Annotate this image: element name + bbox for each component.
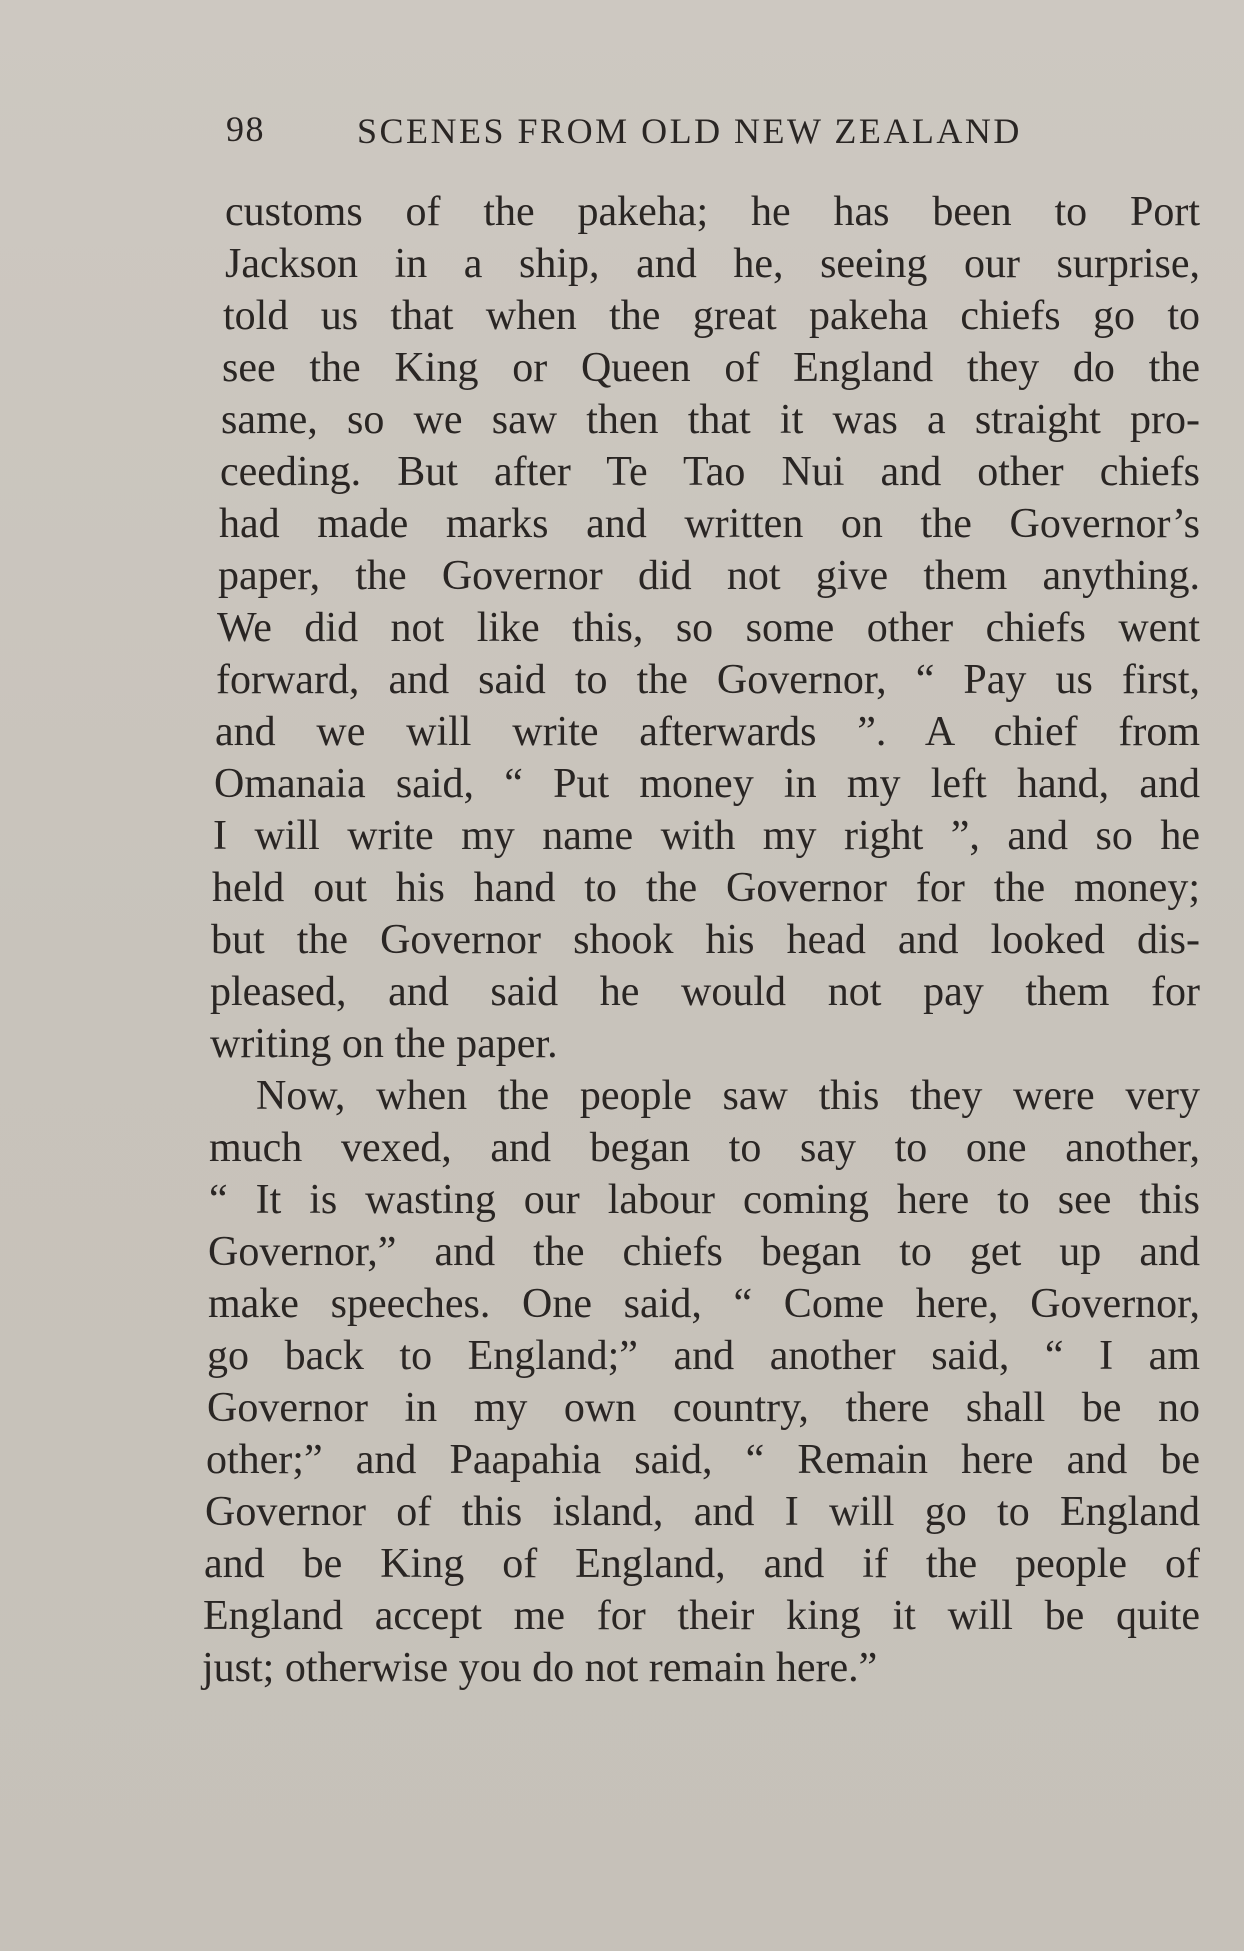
running-head: SCENES FROM OLD NEW ZEALAND	[357, 111, 1022, 151]
text-line: same, so we saw then that it was a straight pro-	[221, 397, 1200, 443]
text-line: I will write my name with my right ”, and so he	[213, 813, 1200, 859]
text-line: Governor,” and the chiefs began to get up and	[208, 1229, 1200, 1275]
text-line: England accept me for their king it will be quite	[203, 1593, 1200, 1639]
text-line: Now, when the people saw this they were very	[256, 1073, 1200, 1119]
text-line: other;” and Paapahia said, “ Remain here and be	[206, 1437, 1200, 1483]
text-line: Governor of this island, and I will go to England	[205, 1489, 1200, 1535]
text-line: paper, the Governor did not give them anything.	[218, 553, 1200, 599]
page-number: 98	[226, 109, 265, 149]
text-line: Governor in my own country, there shall be no	[207, 1385, 1200, 1431]
page-header	[222, 108, 1082, 156]
text-line: told us that when the great pakeha chiefs go to	[223, 293, 1200, 339]
text-line: ceeding. But after Te Tao Nui and other chiefs	[220, 449, 1200, 495]
text-line: “ It is wasting our labour coming here to see this	[209, 1177, 1200, 1223]
text-line: but the Governor shook his head and looked dis-	[211, 917, 1200, 963]
text-line: customs of the pakeha; he has been to Port	[225, 189, 1200, 235]
text-line: writing on the paper.	[210, 1021, 558, 1067]
text-line: forward, and said to the Governor, “ Pay us first,	[216, 657, 1200, 703]
text-line: Omanaia said, “ Put money in my left hand, and	[214, 761, 1200, 807]
text-line: held out his hand to the Governor for the money;	[212, 865, 1200, 911]
text-line: and be King of England, and if the people of	[204, 1541, 1200, 1587]
body-text	[200, 186, 1200, 1694]
text-line: and we will write afterwards ”. A chief from	[215, 709, 1200, 755]
text-line: see the King or Queen of England they do the	[222, 345, 1200, 391]
text-line: had made marks and written on the Governor’s	[219, 501, 1200, 547]
text-line: much vexed, and began to say to one another,	[209, 1125, 1200, 1171]
text-line: go back to England;” and another said, “ I am	[207, 1333, 1200, 1379]
text-line: We did not like this, so some other chiefs went	[217, 605, 1200, 651]
text-line: just; otherwise you do not remain here.”	[202, 1645, 878, 1691]
text-line: Jackson in a ship, and he, seeing our surprise,	[225, 241, 1200, 287]
text-line: make speeches. One said, “ Come here, Governor,	[208, 1281, 1200, 1327]
text-line: pleased, and said he would not pay them for	[210, 969, 1200, 1015]
